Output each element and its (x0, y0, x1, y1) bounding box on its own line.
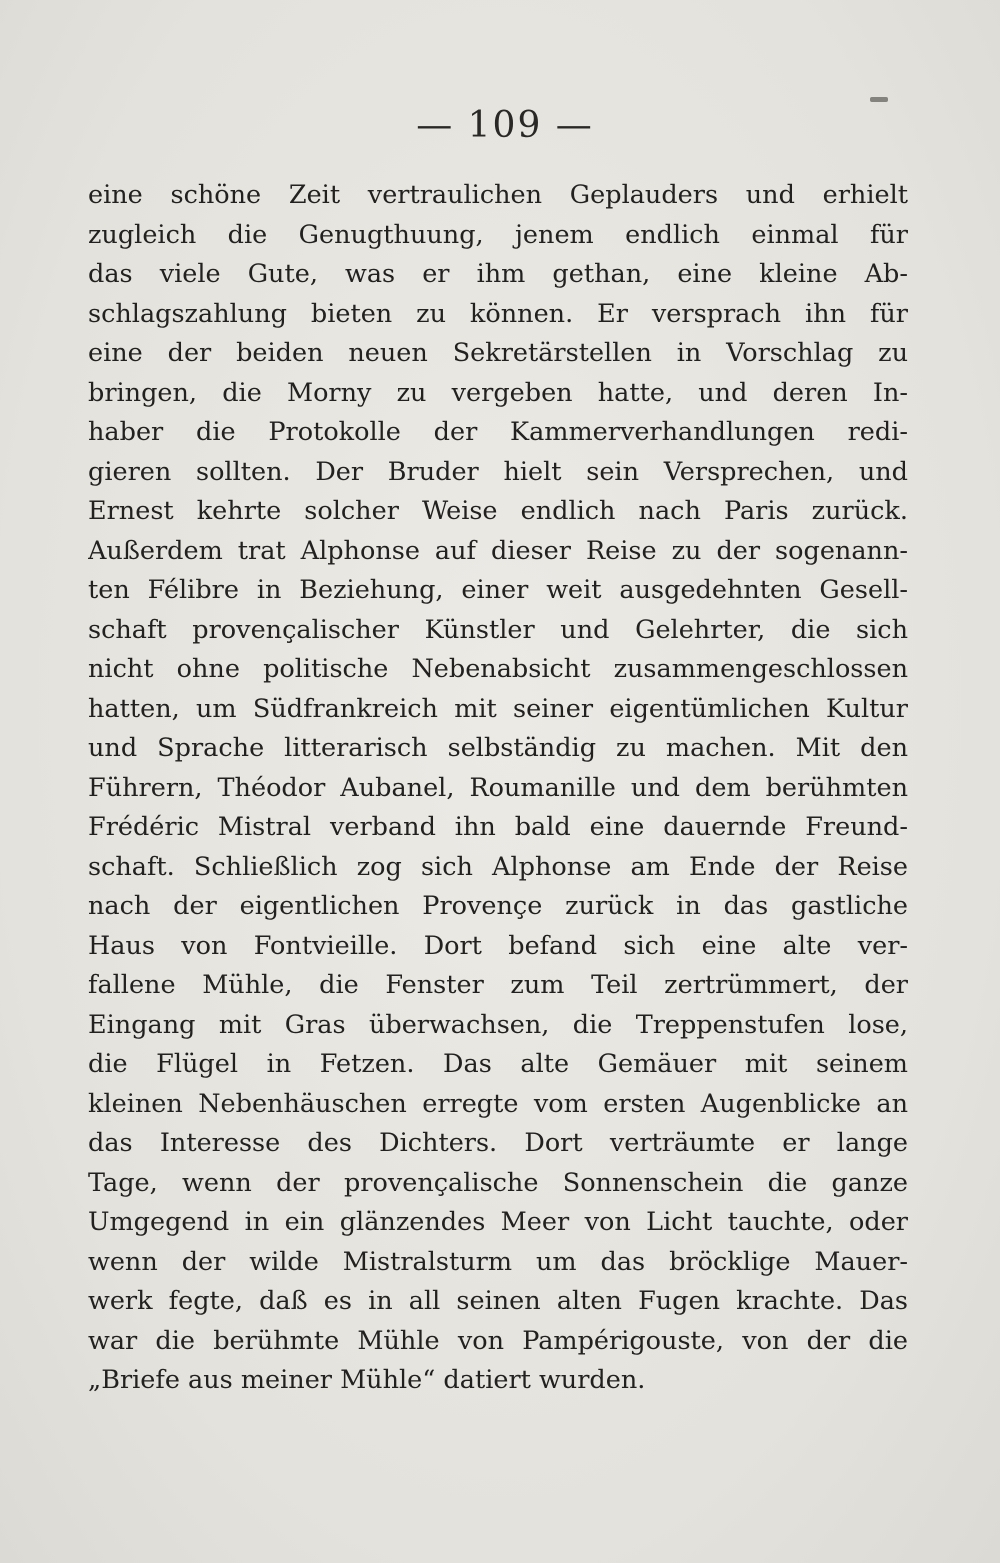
text-line: gieren sollten. Der Bruder hielt sein Versprechen, und (88, 456, 908, 487)
text-line: schaft. Schließlich zog sich Alphonse am Ende der Reise (88, 851, 908, 882)
text-line: werk fegte, daß es in all seinen alten Fugen krachte. Das (88, 1286, 908, 1316)
text-line: schaft provençalischer Künstler und Gelehrter, die sich (88, 614, 908, 645)
text-line: nicht ohne politische Nebenabsicht zusammengeschlossen (88, 654, 908, 684)
text-line: fallene Mühle, die Fenster zum Teil zertrümmert, der (88, 970, 908, 1000)
text-line: das viele Gute, was er ihm gethan, eine kleine Ab- (88, 259, 908, 289)
text-line: Außerdem trat Alphonse auf dieser Reise zu der sogenann- (88, 535, 908, 566)
text-line: hatten, um Südfrankreich mit seiner eigentümlichen Kultur (88, 693, 908, 724)
text-line: schlagszahlung bieten zu können. Er versprach ihn für (88, 298, 908, 329)
ink-mark (870, 97, 888, 102)
text-line: kleinen Nebenhäuschen erregte vom ersten Augenblicke an (88, 1088, 908, 1119)
text-line: die Flügel in Fetzen. Das alte Gemäuer mit seinem (88, 1049, 908, 1079)
text-line: das Interesse des Dichters. Dort verträumte er lange (88, 1128, 908, 1158)
text-line: war die berühmte Mühle von Pampérigouste, von der die (88, 1325, 908, 1356)
text-line: Eingang mit Gras überwachsen, die Treppenstufen lose, (88, 1009, 908, 1040)
text-line: eine schöne Zeit vertraulichen Geplauders und erhielt (88, 180, 908, 210)
text-line: Umgegend in ein glänzendes Meer von Licht tauchte, oder (88, 1207, 908, 1237)
text-line: nach der eigentlichen Provençe zurück in das gastliche (88, 891, 908, 921)
text-line: Haus von Fontvieille. Dort befand sich eine alte ver- (88, 930, 908, 961)
text-line: „Briefe aus meiner Mühle“ datiert wurden. (88, 1365, 646, 1395)
text-line: wenn der wilde Mistralsturm um das bröcklige Mauer- (88, 1246, 908, 1277)
page-number: — 109 — (416, 105, 594, 146)
text-line: ten Félibre in Beziehung, einer weit ausgedehnten Gesell- (88, 575, 908, 605)
text-line: und Sprache litterarisch selbständig zu machen. Mit den (88, 733, 908, 763)
text-line: Tage, wenn der provençalische Sonnenschein die ganze (88, 1167, 908, 1198)
text-line: eine der beiden neuen Sekretärstellen in Vorschlag zu (88, 338, 908, 368)
text-line: haber die Protokolle der Kammerverhandlungen redi- (88, 417, 908, 447)
text-line: zugleich die Genugthuung, jenem endlich einmal für (88, 219, 908, 250)
text-line: bringen, die Morny zu vergeben hatte, und deren In- (88, 377, 908, 408)
text-line: Führern, Théodor Aubanel, Roumanille und dem berühmten (88, 772, 908, 803)
text-line: Ernest kehrte solcher Weise endlich nach Paris zurück. (88, 496, 908, 526)
text-line: Frédéric Mistral verband ihn bald eine dauernde Freund- (88, 812, 908, 842)
body-text (88, 176, 908, 1401)
